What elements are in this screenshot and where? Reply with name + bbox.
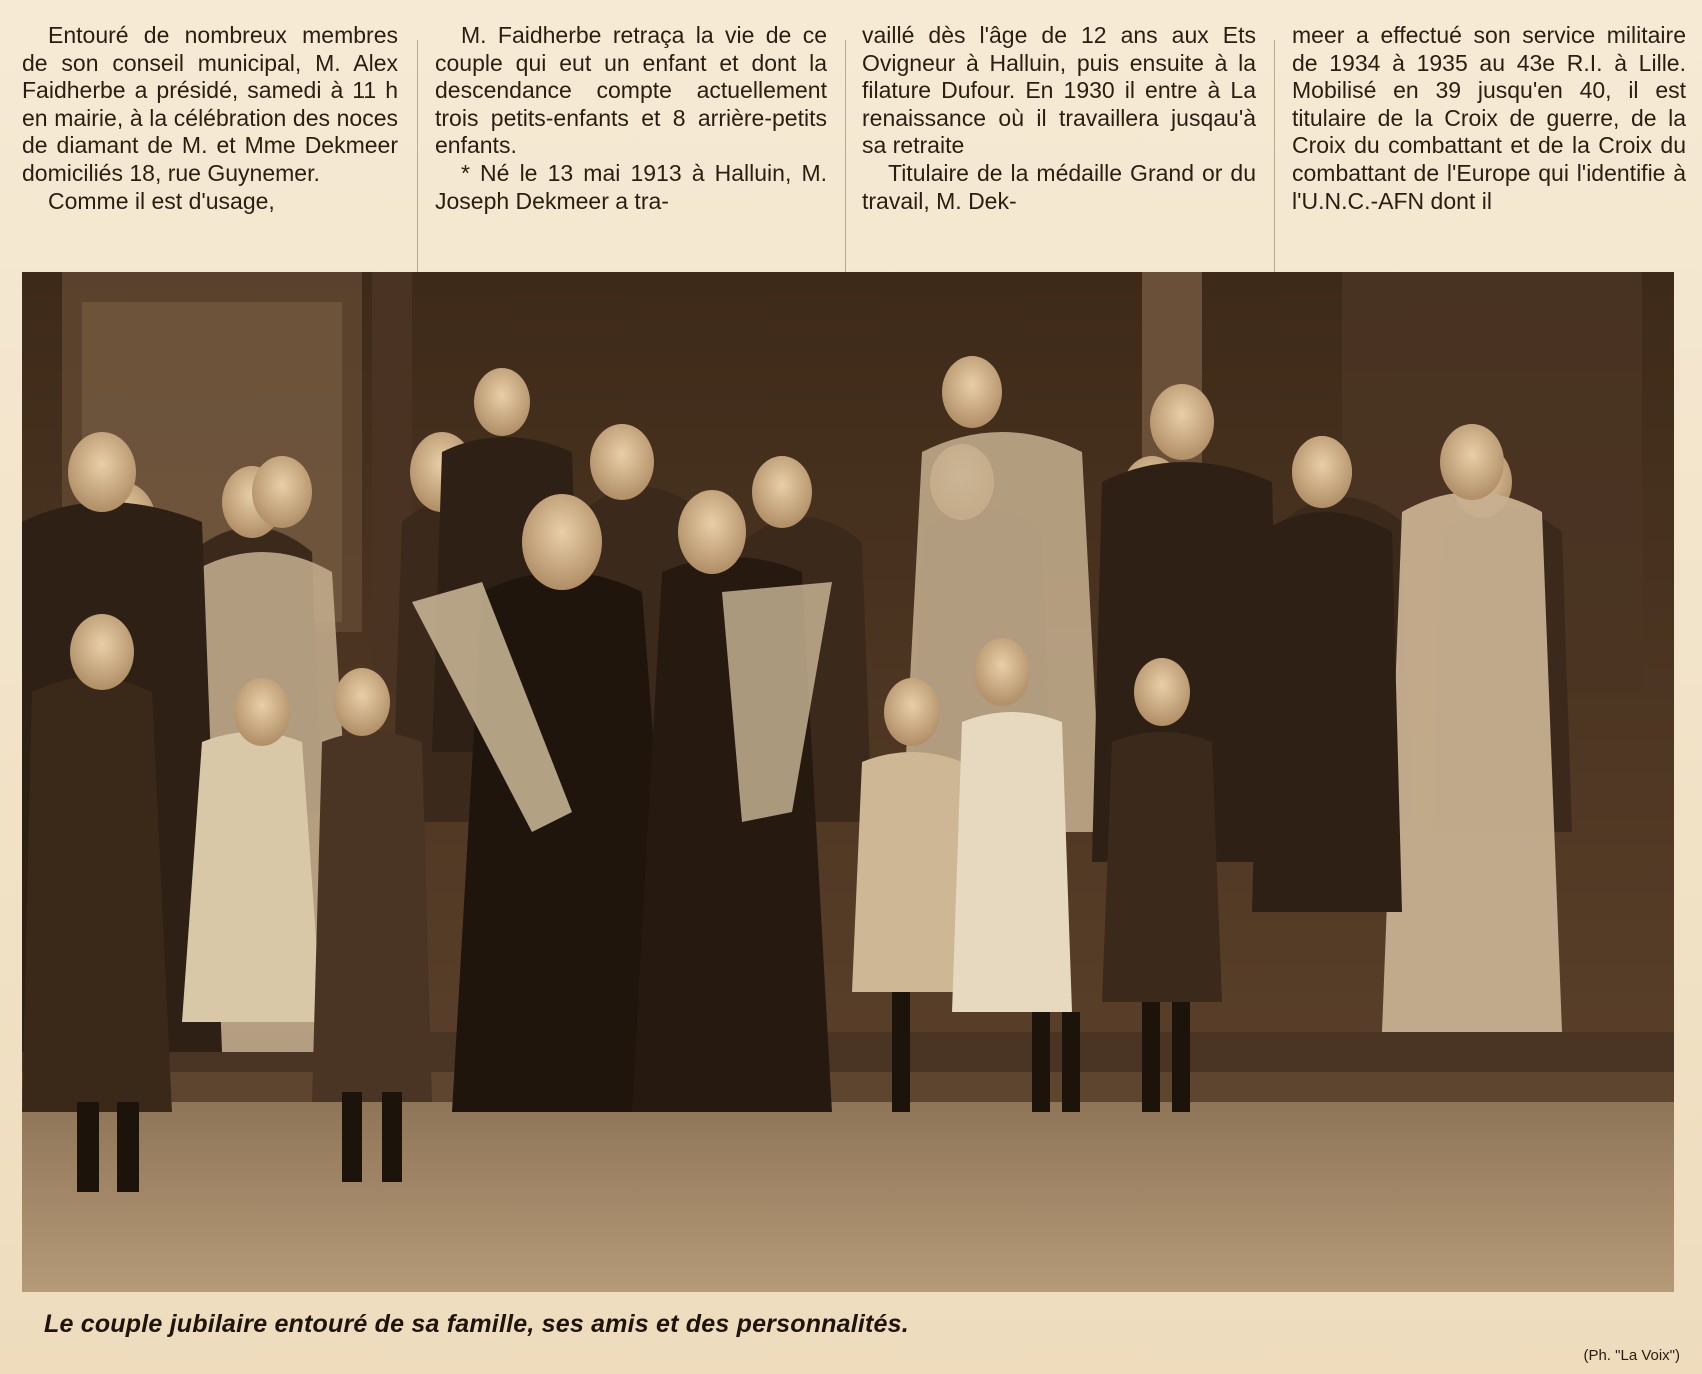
article-column-3 bbox=[862, 22, 1256, 262]
column-divider bbox=[417, 40, 418, 272]
group-photo bbox=[22, 272, 1674, 1292]
photo-caption: Le couple jubilaire entouré de sa famille, ses amis et des personnalités. bbox=[44, 1310, 909, 1338]
column-2-paragraph-1: M. Faidherbe retraça la vie de ce couple qui eut un enfant et dont la descendance compte actuellement trois petits-enfants et 8 arrière-petits enfants. bbox=[435, 22, 827, 159]
column-3-paragraph-2: Titulaire de la médaille Grand or du travail, M. Dek- bbox=[862, 159, 1256, 214]
column-2-paragraph-2: * Né le 13 mai 1913 à Halluin, M. Joseph Dekmeer a tra- bbox=[435, 159, 827, 214]
column-1-paragraph-2: Comme il est d'usage, bbox=[48, 187, 275, 214]
column-1-paragraph-1: Entouré de nombreux membres de son conseil municipal, M. Alex Faidherbe a présidé, samedi à 11 h en mairie, à la célébration des noces de diamant de M. et Mme Dekmeer domiciliés 18, rue Guynemer. bbox=[22, 22, 398, 186]
column-divider bbox=[1274, 40, 1275, 272]
column-4-paragraph-1: meer a effectué son service militaire de 1934 à 1935 au 43e R.I. à Lille. Mobilisé en 39 jusqu'en 40, il est titulaire de la Croix de guerre, de la Croix du combattant et de la Croix du combattant de l'Europe qui l'identifie à l'U.N.C.-AFN dont il bbox=[1292, 22, 1686, 214]
article-column-2 bbox=[435, 22, 827, 262]
photo-credit: (Ph. "La Voix") bbox=[1583, 1347, 1680, 1364]
column-3-paragraph-1: vaillé dès l'âge de 12 ans aux Ets Ovigneur à Halluin, puis ensuite à la filature Dufour. En 1930 il entre à La renaissance où il travaillera jusqau'à sa retraite bbox=[862, 22, 1256, 159]
article-body bbox=[0, 22, 1702, 262]
column-divider bbox=[845, 40, 846, 272]
article-column-4 bbox=[1292, 22, 1686, 262]
article-column-1 bbox=[22, 22, 398, 262]
